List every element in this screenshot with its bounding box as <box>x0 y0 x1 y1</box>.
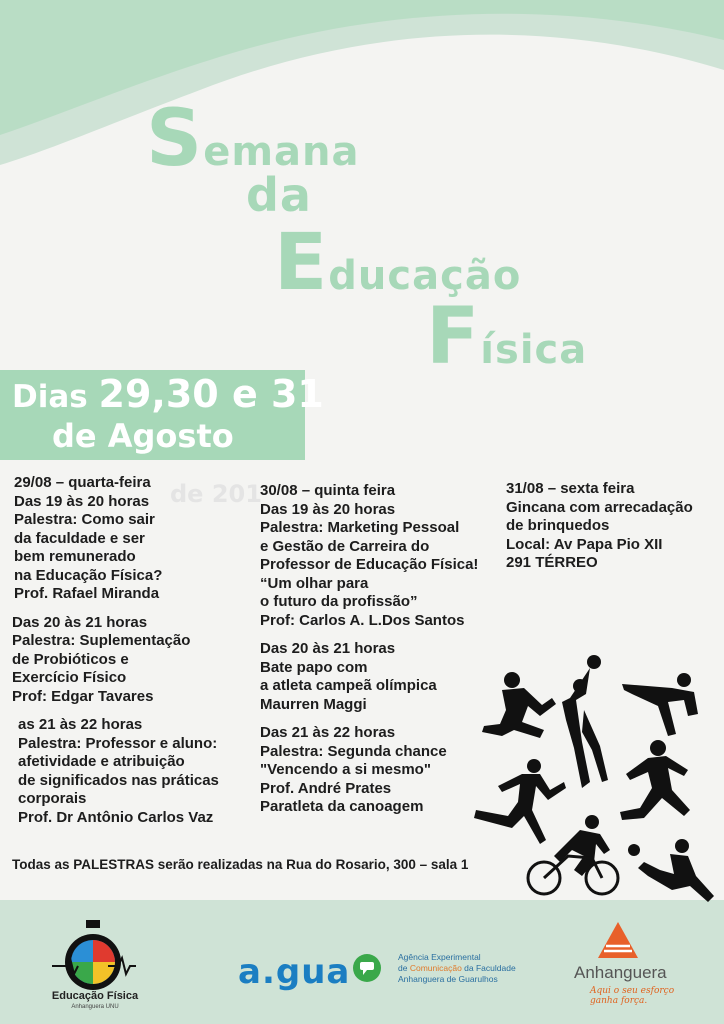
agency-line: Agência Experimental <box>398 952 481 962</box>
dates-days: Dias 29,30 e 31 <box>12 372 324 416</box>
day3-header: 31/08 – sexta feira <box>506 480 635 497</box>
session-line: Prof. Dr Antônio Carlos Vaz <box>18 808 214 826</box>
session-line: Prof: Edgar Tavares <box>12 687 154 705</box>
day1-header: 29/08 – quarta-feira <box>14 474 151 491</box>
session-line: de significados nas práticas <box>18 771 219 789</box>
session-line: de Probióticos e <box>12 650 129 668</box>
schedule-day1 <box>14 474 219 837</box>
day1-session-3 <box>18 716 219 827</box>
session-line: Prof. Rafael Miranda <box>14 585 160 602</box>
session-line: corporais <box>18 790 87 807</box>
session-line: Das 21 às 22 horas <box>260 724 396 741</box>
session-line: o futuro da profissão” <box>260 593 418 610</box>
session-line: Prof: Carlos A. L.Dos Santos <box>260 611 465 629</box>
session-line: na Educação Física? <box>14 566 163 584</box>
dates-month: de Agosto <box>52 417 234 455</box>
day1-session-2 <box>12 614 219 707</box>
session-line: e Gestão de Carreira do <box>260 537 430 555</box>
anhanguera-slogan: Aqui o seu esforço ganha força. <box>590 986 675 1006</box>
day2-session-2 <box>260 640 478 714</box>
session-line: Palestra: Como sair <box>14 511 155 528</box>
agency-text <box>398 952 516 985</box>
title-word-semana: Semana <box>146 94 360 184</box>
day2-session-3 <box>260 724 478 817</box>
schedule-day3 <box>506 480 693 573</box>
footer-note: Todas as PALESTRAS serão realizadas na Rua do Rosario, 300 – sala 1 <box>12 857 469 872</box>
session-line: afetividade e atribuição <box>18 753 185 770</box>
title-word-educacao: Educação <box>274 218 522 308</box>
agua-logo-text: a.gua <box>238 952 351 992</box>
agency-line: Anhanguera de Guarulhos <box>398 974 498 984</box>
day2-header: 30/08 – quinta feira <box>260 482 396 499</box>
session-line: Gincana com arrecadação <box>506 498 693 516</box>
session-line: Das 19 às 20 horas <box>260 500 396 518</box>
athlete-silhouettes <box>462 650 724 910</box>
title-word-da: da <box>246 168 312 222</box>
top-wave-background <box>0 0 724 190</box>
session-line: Palestra: Marketing Pessoal <box>260 519 460 536</box>
agency-line: de Comunicação da Faculdade <box>398 963 516 973</box>
session-line: Prof. André Prates <box>260 779 392 797</box>
ef-logo-name: Educação Física <box>51 990 139 1002</box>
session-line: bem remunerado <box>14 548 136 565</box>
session-line: 291 TÉRREO <box>506 554 598 571</box>
anhanguera-name: Anhanguera <box>574 963 667 982</box>
ef-logo-sub: Anhanguera UNU <box>71 1004 119 1010</box>
session-line: Exercício Físico <box>12 669 127 686</box>
session-line: Professor de Educação Física! <box>260 556 479 573</box>
session-line: “Um olhar para <box>260 574 369 592</box>
session-line: de brinquedos <box>506 517 610 534</box>
session-line: Das 20 às 21 horas <box>12 613 148 631</box>
session-line: "Vencendo a si mesmo" <box>260 761 431 778</box>
session-line: a atleta campeã olímpica <box>260 677 437 694</box>
session-line: Local: Av Papa Pio XII <box>506 535 663 553</box>
session-line: Bate papo com <box>260 658 368 676</box>
schedule-day2 <box>260 482 478 827</box>
day2-session-1 <box>260 501 478 631</box>
session-line: Maurren Maggi <box>260 695 367 713</box>
speech-bubble-icon <box>352 953 382 983</box>
session-line: Paratleta da canoagem <box>260 798 424 815</box>
session-line: as 21 às 22 horas <box>18 716 143 733</box>
stopwatch-logo-icon <box>48 918 138 1018</box>
session-line: Palestra: Professor e aluno: <box>18 734 218 752</box>
session-line: da faculdade e ser <box>14 529 145 547</box>
session-line: Das 20 às 21 horas <box>260 640 396 657</box>
day1-session-1 <box>14 493 219 604</box>
anhanguera-triangle-icon <box>596 920 640 960</box>
session-line: Das 19 às 20 horas <box>14 492 150 510</box>
title-word-fisica: Física <box>426 292 588 382</box>
session-line: Palestra: Suplementação <box>12 632 191 649</box>
session-line: Palestra: Segunda chance <box>260 742 447 760</box>
ghost-year-text: de 201 <box>170 480 262 508</box>
